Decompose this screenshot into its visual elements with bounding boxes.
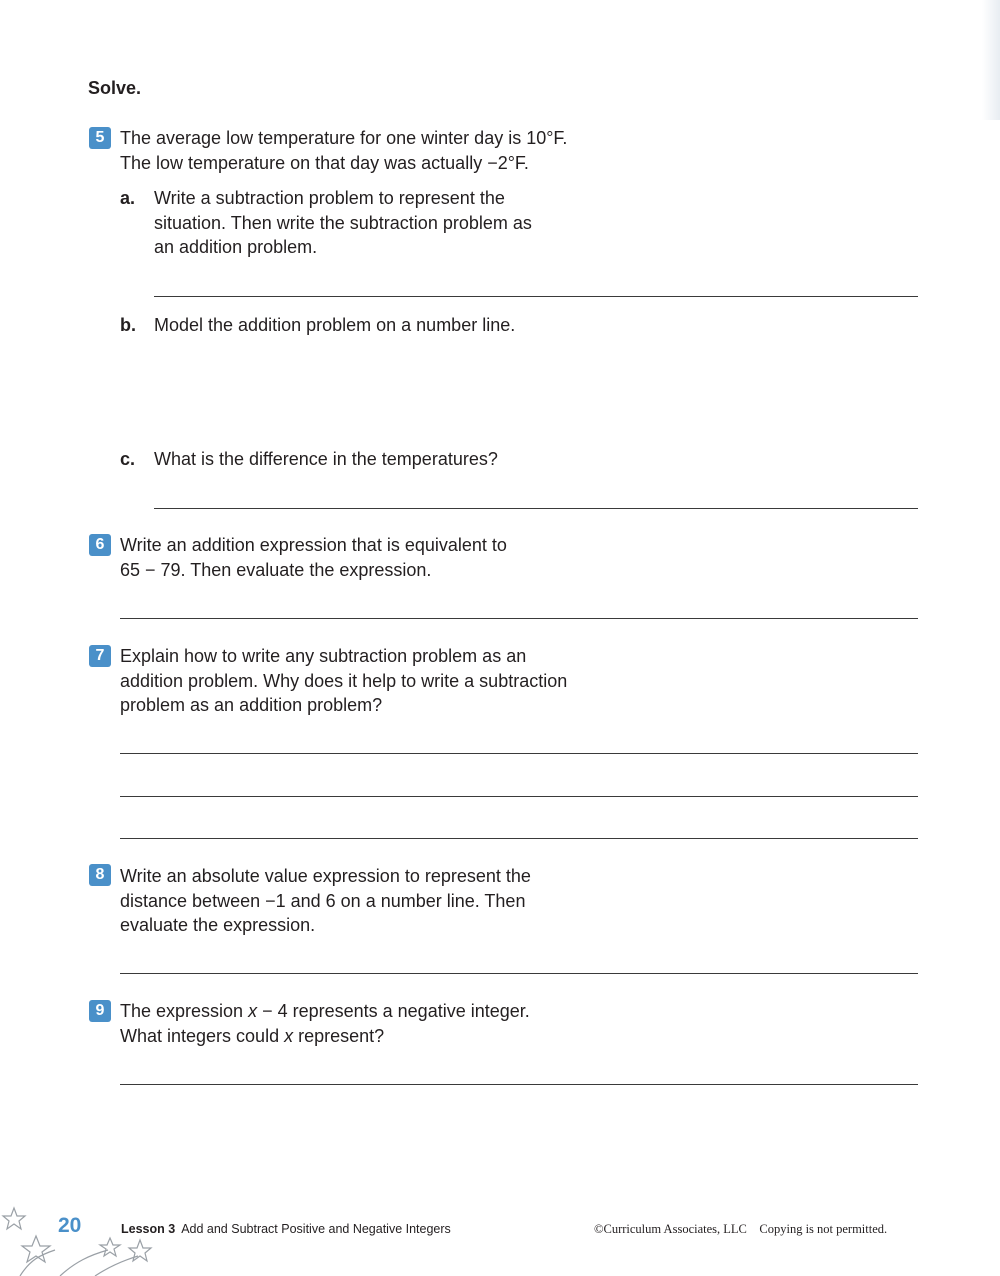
question-5c-label: c. xyxy=(120,449,136,469)
question-6-number-badge: 6 xyxy=(89,534,111,556)
question-5a-label: a. xyxy=(120,188,136,208)
question-5b-text: Model the addition problem on a number line. xyxy=(154,315,516,335)
question-9-variable-2: x xyxy=(284,1025,294,1046)
answer-line-5c[interactable] xyxy=(154,508,918,509)
question-9-text xyxy=(120,999,530,1048)
answer-line-9[interactable] xyxy=(120,1084,918,1085)
footer-lesson-title: Add and Subtract Positive and Negative Integers xyxy=(181,1222,451,1236)
question-9-variable: x xyxy=(248,1001,258,1021)
answer-line-7-3[interactable] xyxy=(120,838,918,839)
question-7-number-badge: 7 xyxy=(89,645,111,667)
question-9-number-badge: 9 xyxy=(89,1000,111,1022)
answer-line-7-2[interactable] xyxy=(120,796,918,797)
question-5-text: The average low temperature for one winter day is 10°F. The low temperature on that day was actually −2°F. xyxy=(120,128,568,173)
answer-line-7-1[interactable] xyxy=(120,753,918,754)
question-5-number-badge: 5 xyxy=(89,127,111,149)
question-8-number-badge: 8 xyxy=(89,864,111,886)
page-number: 20 xyxy=(58,1214,82,1237)
question-9-line2-part1: What integers could xyxy=(120,1025,285,1046)
page-edge-shadow xyxy=(982,0,1000,120)
question-9-text-part1: The expression xyxy=(120,1001,249,1021)
footer-copyright: ©Curriculum Associates, LLC Copying is not permitted. xyxy=(594,1222,888,1236)
question-5c-text: What is the difference in the temperatures? xyxy=(154,449,498,469)
answer-line-5a[interactable] xyxy=(154,296,918,297)
question-8-text: Write an absolute value expression to represent the distance between −1 and 6 on a number line. Then evaluate the expression. xyxy=(120,866,531,935)
question-9-text-part2: − 4 represents a negative integer. xyxy=(257,1001,530,1021)
footer-lesson-label: Lesson 3 xyxy=(121,1222,176,1236)
question-6-text: Write an addition expression that is equivalent to 65 − 79. Then evaluate the expression. xyxy=(120,535,507,580)
decorative-stars-icon xyxy=(0,1200,170,1276)
question-5b-label: b. xyxy=(120,315,136,335)
answer-line-6[interactable] xyxy=(120,618,918,619)
question-9-line2-part2: represent? xyxy=(293,1025,385,1046)
question-9-line-1 xyxy=(120,999,530,1024)
answer-line-8[interactable] xyxy=(120,973,918,974)
question-9-line-2 xyxy=(120,1024,530,1049)
section-heading: Solve. xyxy=(88,78,142,98)
question-5a-text: Write a subtraction problem to represent the situation. Then write the subtraction problem as an addition problem. xyxy=(154,188,532,257)
question-7-text: Explain how to write any subtraction problem as an addition problem. Why does it help to write a subtraction problem as an addition problem? xyxy=(120,646,568,715)
footer-lesson xyxy=(121,1222,451,1236)
